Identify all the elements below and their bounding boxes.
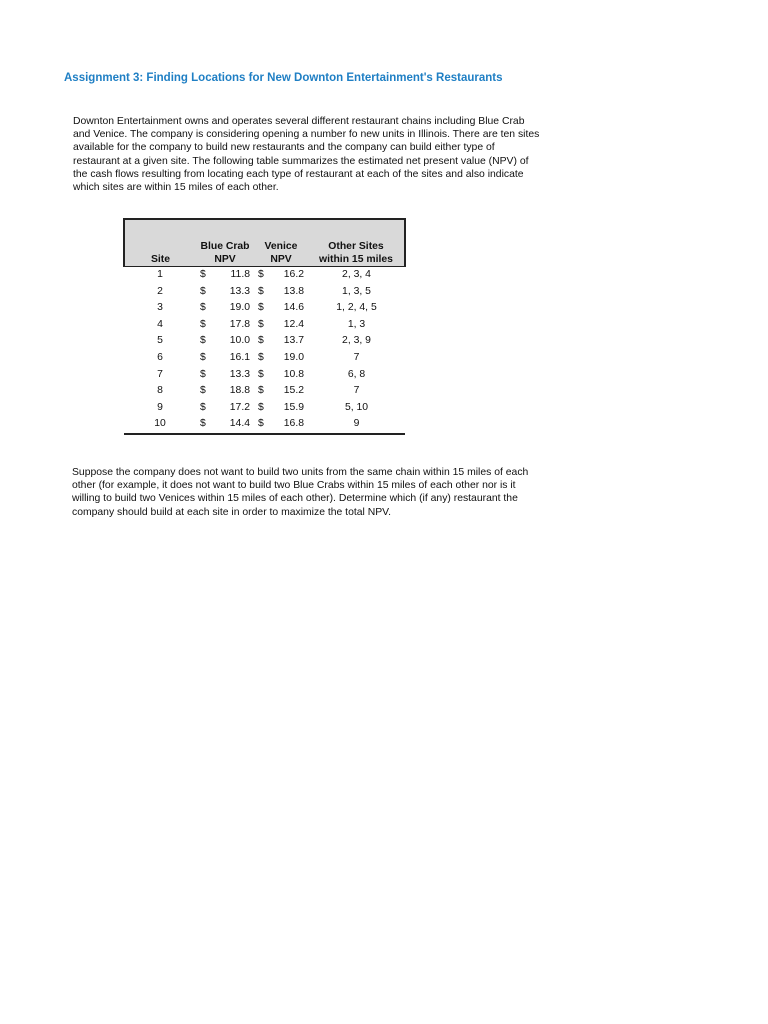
currency-symbol: $ [200,368,206,380]
intro-line: which sites are within 15 miles of each other. [73,182,279,194]
header-venice-npv: NPV [254,253,308,267]
intro-line: the cash flows resulting from locating each type of restaurant at each of the sites and also indicate [73,168,524,180]
blue-crab-npv-cell: 19.0 [229,302,250,314]
intro-line: and Venice. The company is considering opening a number fo new units in Illinois. There are ten sites [73,129,540,141]
table-body [124,267,405,434]
blue-crab-npv-cell: 17.8 [229,318,250,330]
other-sites-cell: 7 [353,351,360,363]
other-sites-cell: 1, 2, 4, 5 [336,302,377,314]
currency-symbol: $ [254,416,270,434]
table-row [124,383,405,400]
site-cell: 4 [157,318,163,330]
currency-symbol: $ [200,351,206,363]
npv-table [123,218,406,435]
blue-crab-npv-cell: 13.3 [229,285,250,297]
venice-npv-cell: 13.8 [283,285,304,297]
other-sites-cell: 1, 3 [347,318,366,330]
venice-npv-cell: 14.6 [283,302,304,314]
question-paragraph [72,466,592,519]
header-blue-crab: Blue Crab [196,240,254,253]
currency-symbol: $ [200,269,206,280]
other-sites-cell: 9 [308,416,405,434]
other-sites-cell: 5, 10 [344,401,369,413]
table-row [124,300,405,317]
currency-symbol: $ [196,416,214,434]
other-sites-cell: 1, 3, 5 [342,285,371,297]
currency-symbol: $ [200,285,206,297]
currency-symbol: $ [258,318,264,330]
table-row [124,400,405,417]
table-row [124,333,405,350]
header-spacer [308,219,405,240]
blue-crab-npv-cell: 18.8 [229,385,250,397]
other-sites-cell: 2, 3, 9 [342,335,371,347]
currency-symbol: $ [200,302,206,314]
header-site: Site [124,253,196,267]
currency-symbol: $ [200,335,206,347]
blue-crab-npv-cell: 14.4 [214,416,254,434]
site-cell: 9 [157,401,163,413]
blue-crab-npv-cell: 16.1 [229,351,250,363]
currency-symbol: $ [258,401,264,413]
currency-symbol: $ [258,368,264,380]
header-site-top [124,240,196,253]
site-cell: 1 [157,269,163,280]
header-spacer [254,219,308,240]
intro-line: available for the company to build new restaurants and the company can build either type of [73,142,495,154]
header-venice: Venice [254,240,308,253]
venice-npv-cell: 15.9 [283,401,304,413]
other-sites-cell: 2, 3, 4 [342,269,371,280]
site-cell: 5 [157,335,163,347]
venice-npv-cell: 19.0 [283,351,304,363]
table-row [124,284,405,301]
site-cell: 6 [157,351,163,363]
venice-npv-cell: 13.7 [283,335,304,347]
other-sites-cell: 6, 8 [347,368,366,380]
question-line: Suppose the company does not want to build two units from the same chain within 15 miles of each [72,467,529,478]
blue-crab-npv-cell: 17.2 [229,401,250,413]
header-within-15-miles: within 15 miles [308,253,405,267]
header-spacer [124,219,196,240]
venice-npv-cell: 16.2 [283,269,304,280]
header-other-sites: Other Sites [308,240,405,253]
currency-symbol: $ [200,318,206,330]
table-row [124,267,405,284]
intro-paragraph [73,115,593,194]
venice-npv-cell: 15.2 [283,385,304,397]
venice-npv-cell: 16.8 [270,416,308,434]
header-spacer [196,219,254,240]
currency-symbol: $ [200,385,206,397]
intro-line: Downton Entertainment owns and operates several different restaurant chains including Blue Crab [73,116,525,127]
site-cell: 2 [157,285,163,297]
currency-symbol: $ [258,385,264,397]
currency-symbol: $ [258,302,264,314]
site-cell: 8 [157,385,163,397]
currency-symbol: $ [258,285,264,297]
currency-symbol: $ [258,351,264,363]
table-row [124,317,405,334]
table-row [124,367,405,384]
blue-crab-npv-cell: 13.3 [229,368,250,380]
table-row [124,350,405,367]
question-line: company should build at each site in order to maximize the total NPV. [72,506,392,518]
question-line: willing to build two Venices within 15 miles of each other). Determine which (if any) restaurant the [72,493,518,505]
other-sites-cell: 7 [353,385,360,397]
venice-npv-cell: 10.8 [283,368,304,380]
header-blue-crab-npv: NPV [196,253,254,267]
intro-line: restaurant at a given site. The following table summarizes the estimated net present value (NPV) of [73,155,529,167]
site-cell: 10 [124,416,196,434]
site-cell: 3 [157,302,163,314]
table-row [124,416,405,434]
venice-npv-cell: 12.4 [283,318,304,330]
assignment-title: Assignment 3: Finding Locations for New Downton Entertainment's Restaurants [64,72,503,84]
site-cell: 7 [157,368,163,380]
currency-symbol: $ [258,269,264,280]
blue-crab-npv-cell: 11.8 [230,269,250,280]
question-line: other (for example, it does not want to build two Blue Crabs within 15 miles of each other nor is it [72,480,516,492]
currency-symbol: $ [200,401,206,413]
blue-crab-npv-cell: 10.0 [229,335,250,347]
currency-symbol: $ [258,335,264,347]
